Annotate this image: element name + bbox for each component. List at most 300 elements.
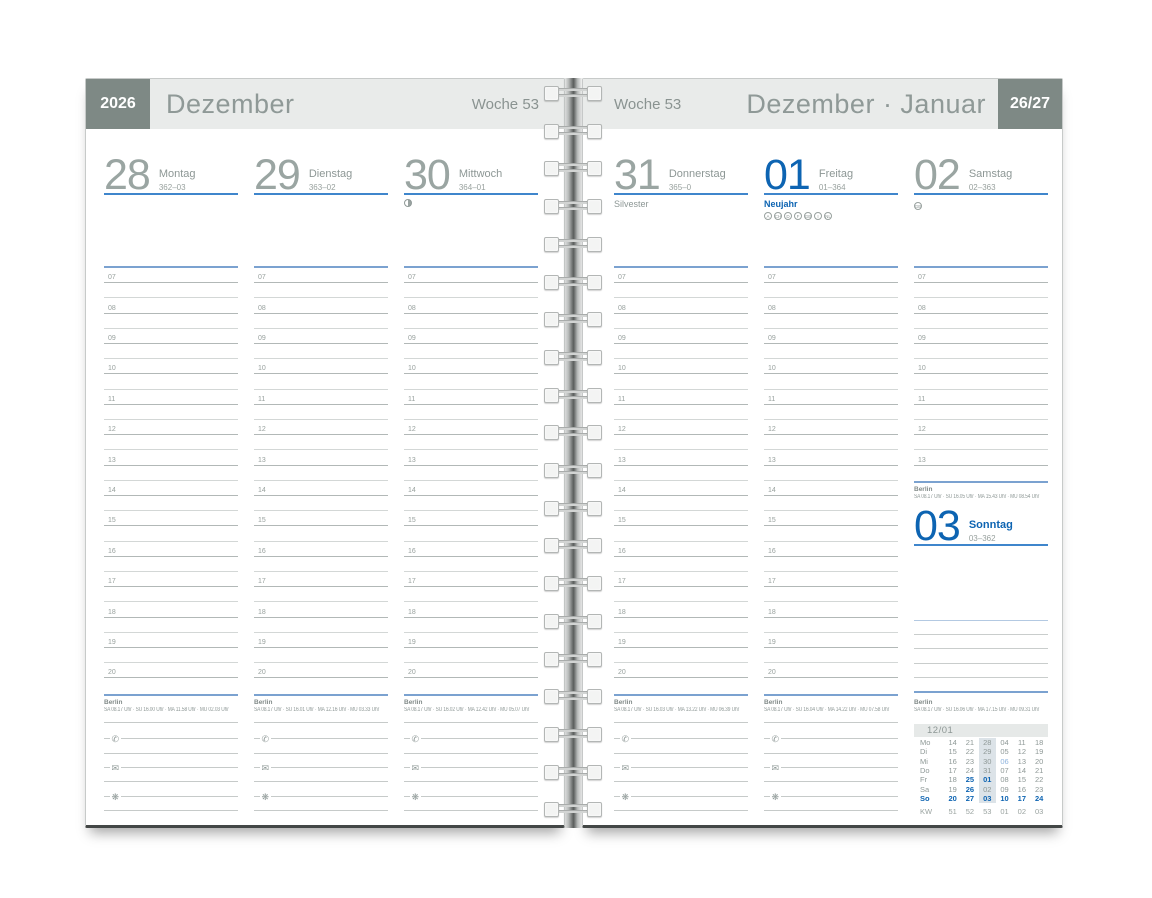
city-label: Berlin <box>764 699 783 706</box>
half-hour-slot <box>764 374 898 389</box>
day-header <box>914 501 1048 550</box>
day-header <box>614 147 748 199</box>
flower-icon: ❋ <box>621 791 630 802</box>
day-ordinal: 365–0 <box>668 183 692 192</box>
hour-label: 07 <box>108 274 116 282</box>
hour-label: 19 <box>618 639 626 647</box>
half-hour-slot <box>404 648 538 663</box>
half-hour-slot <box>614 344 748 359</box>
binding-hole-right <box>587 124 602 139</box>
day-meta <box>309 168 352 193</box>
trailing-slot <box>914 466 1048 481</box>
half-hour-slot <box>104 374 238 389</box>
month-title: Dezember <box>166 88 295 119</box>
binding-hole-left <box>544 425 559 440</box>
hour-label: 20 <box>258 669 266 677</box>
sun-times-values: SA 08.17 Uhr · SU 16.02 Uhr · MA 12.42 Uhr · MU 05.07 Uhr <box>404 707 530 713</box>
blank-line <box>254 768 388 782</box>
hour-slot <box>254 542 388 557</box>
city-label: Berlin <box>254 699 273 706</box>
hour-slot <box>914 420 1048 435</box>
day-name: Freitag <box>818 168 854 180</box>
mini-calendar-cell: 01 <box>983 775 992 785</box>
binding-loop <box>544 350 602 364</box>
holiday-label: Silvester <box>614 199 649 209</box>
mini-calendar-cell: 03 <box>1034 807 1044 817</box>
hour-slot <box>914 450 1048 465</box>
hour-grid <box>104 266 238 696</box>
hour-slot <box>914 329 1048 344</box>
binding-hole-left <box>544 802 559 817</box>
sun-moon-times <box>254 696 388 723</box>
mini-calendar-body <box>914 737 1048 816</box>
note-line <box>914 678 1048 692</box>
country-badge-d: D <box>784 212 792 220</box>
hour-slot <box>614 633 748 648</box>
binding-hole-left <box>544 652 559 667</box>
mini-calendar-cell: 22 <box>1034 775 1044 785</box>
hour-slot <box>764 511 898 526</box>
half-hour-slot <box>614 314 748 329</box>
mini-calendar-cell: 23 <box>1034 784 1044 794</box>
hour-label: 13 <box>768 456 776 464</box>
mini-calendar-cell: 18 <box>1034 738 1044 748</box>
half-hour-slot <box>614 374 748 389</box>
half-hour-slot <box>614 557 748 572</box>
half-hour-slot <box>254 405 388 420</box>
day-column-01 <box>764 79 898 825</box>
half-hour-slot <box>254 435 388 450</box>
blank-line <box>104 768 238 782</box>
half-hour-slot <box>404 314 538 329</box>
day-column-30 <box>404 79 538 825</box>
mail-icon: ✉ <box>621 762 630 773</box>
hour-label: 07 <box>768 274 776 282</box>
binding-hole-right <box>587 388 602 403</box>
half-hour-slot <box>404 374 538 389</box>
mini-calendar-cell: 51 <box>948 807 957 817</box>
flower-icon: ❋ <box>771 791 780 802</box>
hour-slot <box>614 511 748 526</box>
half-hour-slot <box>764 435 898 450</box>
hour-slot <box>764 602 898 617</box>
half-hour-slot <box>104 314 238 329</box>
blank-line <box>764 797 898 811</box>
city-label: Berlin <box>914 486 933 493</box>
hour-slot <box>254 481 388 496</box>
hour-slot <box>404 329 538 344</box>
mini-calendar-row <box>918 775 1048 784</box>
contact-line <box>404 782 538 802</box>
contact-lines <box>614 725 748 811</box>
hour-slot <box>404 481 538 496</box>
hour-slot <box>254 633 388 648</box>
hour-slot <box>104 542 238 557</box>
hour-slot <box>914 359 1048 374</box>
hour-label: 10 <box>408 365 416 373</box>
hour-label: 10 <box>918 365 926 373</box>
mini-calendar-cell: 18 <box>948 775 957 785</box>
hour-label: 14 <box>408 487 416 495</box>
hour-slot <box>404 420 538 435</box>
half-hour-slot <box>764 283 898 298</box>
hour-label: 15 <box>618 517 626 525</box>
binding-hole-left <box>544 388 559 403</box>
day-name: Dienstag <box>308 168 353 180</box>
contact-line <box>104 782 238 802</box>
mini-calendar-row-label: Fr <box>920 775 928 785</box>
hour-slot <box>614 602 748 617</box>
hour-label: 10 <box>618 365 626 373</box>
mini-calendar-cell: 25 <box>965 775 975 785</box>
contact-line <box>254 782 388 802</box>
binding-loop <box>544 463 602 477</box>
binding-hole-left <box>544 275 559 290</box>
hour-label: 18 <box>408 608 416 616</box>
hour-slot <box>104 268 238 283</box>
binding-loop <box>544 501 602 515</box>
mini-calendar-row <box>918 747 1048 756</box>
day-column-28 <box>104 79 238 825</box>
binding-loop <box>544 161 602 175</box>
hour-label: 08 <box>408 304 416 312</box>
day-meta <box>969 519 1013 544</box>
half-hour-slot <box>764 557 898 572</box>
hour-label: 09 <box>258 335 266 343</box>
binding-hole-left <box>544 312 559 327</box>
mini-calendar-cell: 19 <box>1034 747 1044 757</box>
hour-label: 12 <box>108 426 116 434</box>
mini-calendar-cell: 20 <box>1034 756 1044 766</box>
hour-slot <box>254 572 388 587</box>
contact-lines <box>404 725 538 811</box>
binding-hole-left <box>544 727 559 742</box>
half-hour-slot <box>104 587 238 602</box>
mini-calendar-row-label: KW <box>920 807 933 817</box>
binding-hole-left <box>544 161 559 176</box>
half-hour-slot <box>914 314 1048 329</box>
contact-lines <box>104 725 238 811</box>
day-number: 01 <box>764 150 810 199</box>
country-badge-f: F <box>794 212 802 220</box>
binding-loop <box>544 652 602 666</box>
hour-slot <box>254 329 388 344</box>
binding-loop <box>544 388 602 402</box>
mini-calendar-cell: 07 <box>1000 766 1009 776</box>
hour-slot <box>764 268 898 283</box>
half-hour-slot <box>914 374 1048 389</box>
binding-loop <box>544 538 602 552</box>
half-hour-slot <box>914 283 1048 298</box>
trailing-slot <box>104 678 238 693</box>
half-hour-slot <box>764 526 898 541</box>
mini-calendar-cell: 16 <box>948 756 957 766</box>
mini-calendar-row <box>918 738 1048 747</box>
day-ordinal: 364–01 <box>458 183 486 192</box>
binding-loop <box>544 86 602 100</box>
day-subheader <box>404 199 538 207</box>
year-box: 26/27 <box>998 79 1062 129</box>
half-hour-slot <box>404 435 538 450</box>
left-page <box>85 78 565 828</box>
hour-grid <box>404 266 538 696</box>
hour-label: 20 <box>618 669 626 677</box>
hour-grid <box>614 266 748 696</box>
hour-label: 18 <box>768 608 776 616</box>
day-meta <box>969 168 1012 193</box>
day-meta <box>159 168 196 193</box>
hour-slot <box>614 542 748 557</box>
hour-label: 19 <box>258 639 266 647</box>
hour-slot <box>254 420 388 435</box>
half-hour-slot <box>614 526 748 541</box>
hour-label: 18 <box>108 608 116 616</box>
half-hour-slot <box>614 405 748 420</box>
mini-calendar <box>914 724 1048 816</box>
day-name: Sonntag <box>968 519 1013 531</box>
phone-icon: ✆ <box>411 734 420 745</box>
binding-hole-right <box>587 689 602 704</box>
hour-slot <box>104 602 238 617</box>
mini-calendar-cell: 09 <box>1000 784 1009 794</box>
binding-loop <box>544 275 602 289</box>
flower-icon: ❋ <box>411 791 420 802</box>
mail-icon: ✉ <box>111 762 120 773</box>
day-ordinal: 01–364 <box>818 183 846 192</box>
hour-label: 14 <box>618 487 626 495</box>
half-hour-slot <box>104 526 238 541</box>
hour-grid <box>254 266 388 696</box>
hour-slot <box>104 390 238 405</box>
blank-line <box>104 739 238 753</box>
sun-moon-times <box>764 696 898 723</box>
hour-slot <box>764 298 898 313</box>
hour-slot <box>614 450 748 465</box>
hour-label: 09 <box>108 335 116 343</box>
half-hour-slot <box>404 587 538 602</box>
hour-slot <box>254 663 388 678</box>
hour-label: 19 <box>108 639 116 647</box>
hour-label: 07 <box>618 274 626 282</box>
day-number: 02 <box>914 150 960 199</box>
mini-calendar-row <box>918 784 1048 793</box>
day-ordinal: 02–363 <box>968 183 996 192</box>
right-day-columns <box>583 79 1062 825</box>
hour-slot <box>404 298 538 313</box>
half-hour-slot <box>404 496 538 511</box>
hour-slot <box>104 511 238 526</box>
hour-label: 15 <box>768 517 776 525</box>
half-hour-slot <box>404 466 538 481</box>
contact-line <box>764 754 898 773</box>
hour-label: 17 <box>768 578 776 586</box>
mini-calendar-cell: 19 <box>948 784 957 794</box>
phone-icon: ✆ <box>621 734 630 745</box>
month-title: Dezember · Januar <box>746 88 986 119</box>
half-hour-slot <box>614 283 748 298</box>
day-ordinal: 363–02 <box>308 183 336 192</box>
half-hour-slot <box>404 405 538 420</box>
day-number: 03 <box>914 501 960 550</box>
sun-times-values: SA 08.17 Uhr · SU 16.04 Uhr · MA 14.22 Uhr · MU 07.58 Uhr <box>764 707 890 713</box>
hour-slot <box>764 390 898 405</box>
half-hour-slot <box>614 466 748 481</box>
day-subheader <box>614 199 748 209</box>
mini-calendar-cell: 10 <box>1000 793 1009 803</box>
mini-calendar-cell: 23 <box>965 756 975 766</box>
hour-label: 19 <box>768 639 776 647</box>
mini-calendar-cell: 27 <box>965 793 975 803</box>
hour-label: 16 <box>408 547 416 555</box>
contact-line <box>254 725 388 745</box>
contact-line <box>254 754 388 773</box>
binding-loop <box>544 689 602 703</box>
half-hour-slot <box>254 648 388 663</box>
hour-label: 17 <box>108 578 116 586</box>
hour-slot <box>764 450 898 465</box>
half-hour-slot <box>764 618 898 633</box>
hour-label: 07 <box>918 274 926 282</box>
half-hour-slot <box>104 557 238 572</box>
half-hour-slot <box>104 466 238 481</box>
hour-slot <box>614 359 748 374</box>
day-name: Samstag <box>968 168 1013 180</box>
mini-calendar-cell: 21 <box>1034 766 1044 776</box>
country-badge-ch: CH <box>774 213 782 219</box>
binding-hole-right <box>587 538 602 553</box>
half-hour-slot <box>104 648 238 663</box>
day-number: 28 <box>104 150 150 199</box>
mini-calendar-cell: 03 <box>983 793 992 803</box>
contact-line <box>764 725 898 745</box>
hour-label: 08 <box>258 304 266 312</box>
half-hour-slot <box>764 648 898 663</box>
hour-slot <box>614 481 748 496</box>
half-hour-slot <box>104 435 238 450</box>
country-badge-gb: GB <box>804 213 812 219</box>
hour-label: 11 <box>618 395 626 403</box>
hour-label: 20 <box>108 669 116 677</box>
hour-label: 12 <box>918 426 926 434</box>
hour-label: 09 <box>768 335 776 343</box>
hour-slot <box>254 450 388 465</box>
binding-hole-right <box>587 237 602 252</box>
hour-label: 11 <box>108 395 116 403</box>
hour-slot <box>764 420 898 435</box>
half-hour-slot <box>254 496 388 511</box>
half-hour-slot <box>764 466 898 481</box>
phone-icon: ✆ <box>111 734 120 745</box>
binding-loop <box>544 425 602 439</box>
sun-moon-times <box>914 696 1048 723</box>
binding-hole-right <box>587 199 602 214</box>
day-meta <box>669 168 726 193</box>
hour-label: 18 <box>618 608 626 616</box>
contact-line <box>404 754 538 773</box>
mini-calendar-row-label: Mi <box>920 756 928 766</box>
hour-slot <box>104 663 238 678</box>
half-hour-slot <box>764 587 898 602</box>
mini-calendar-cell: 29 <box>983 747 992 757</box>
hour-slot <box>914 298 1048 313</box>
hour-slot <box>764 572 898 587</box>
hour-label: 15 <box>108 517 116 525</box>
blank-line <box>614 739 748 753</box>
contact-line <box>104 754 238 773</box>
mini-calendar-row <box>918 807 1048 816</box>
binding-hole-right <box>587 350 602 365</box>
hour-label: 12 <box>618 426 626 434</box>
mail-icon: ✉ <box>411 762 420 773</box>
trailing-slot <box>404 678 538 693</box>
hour-slot <box>764 663 898 678</box>
binding-hole-right <box>587 161 602 176</box>
blank-line <box>254 797 388 811</box>
note-line <box>914 635 1048 649</box>
binding-loop <box>544 802 602 816</box>
binding-loop <box>544 199 602 213</box>
hour-label: 16 <box>618 547 626 555</box>
contact-lines <box>764 725 898 811</box>
mini-calendar-row-label: Sa <box>920 784 930 794</box>
hour-slot <box>104 420 238 435</box>
hour-slot <box>104 572 238 587</box>
hour-label: 16 <box>108 547 116 555</box>
sun-times-values: SA 08.17 Uhr · SU 16.01 Uhr · MA 12.16 Uhr · MU 03.33 Uhr <box>254 707 380 713</box>
mini-calendar-cell: 15 <box>1017 775 1026 785</box>
city-label: Berlin <box>914 699 933 706</box>
day-number: 29 <box>254 150 300 199</box>
day-number: 30 <box>404 150 450 199</box>
binding-hole-left <box>544 538 559 553</box>
day-column-02 <box>914 79 1048 825</box>
hour-label: 13 <box>918 456 926 464</box>
sun-times-values: SA 08.17 Uhr · SU 16.00 Uhr · MA 11.58 Uhr · MU 02.03 Uhr <box>104 707 229 713</box>
day-subheader <box>764 199 898 220</box>
hour-slot <box>914 268 1048 283</box>
day-header <box>404 147 538 199</box>
binding-hole-right <box>587 275 602 290</box>
half-hour-slot <box>254 344 388 359</box>
binding-hole-right <box>587 802 602 817</box>
half-hour-slot <box>254 618 388 633</box>
mini-calendar-title: 12/01 <box>914 724 1048 737</box>
blank-line <box>104 797 238 811</box>
hour-slot <box>104 633 238 648</box>
binding-loop <box>544 124 602 138</box>
sun-moon-times <box>614 696 748 723</box>
day-column-29 <box>254 79 388 825</box>
contact-line <box>104 725 238 745</box>
flower-icon: ❋ <box>111 791 120 802</box>
mini-calendar-row-label: Di <box>920 747 928 757</box>
half-hour-slot <box>614 618 748 633</box>
hour-label: 13 <box>258 456 266 464</box>
half-hour-slot <box>254 374 388 389</box>
mini-calendar-cell: 05 <box>1000 747 1009 757</box>
city-label: Berlin <box>104 699 123 706</box>
day-meta <box>459 168 502 193</box>
city-label: Berlin <box>614 699 633 706</box>
hour-slot <box>104 359 238 374</box>
binding-loop <box>544 614 602 628</box>
hour-label: 10 <box>258 365 266 373</box>
half-hour-slot <box>254 557 388 572</box>
sun-moon-times <box>404 696 538 723</box>
mail-icon: ✉ <box>771 762 780 773</box>
binding-hole-left <box>544 765 559 780</box>
day-meta <box>819 168 853 193</box>
